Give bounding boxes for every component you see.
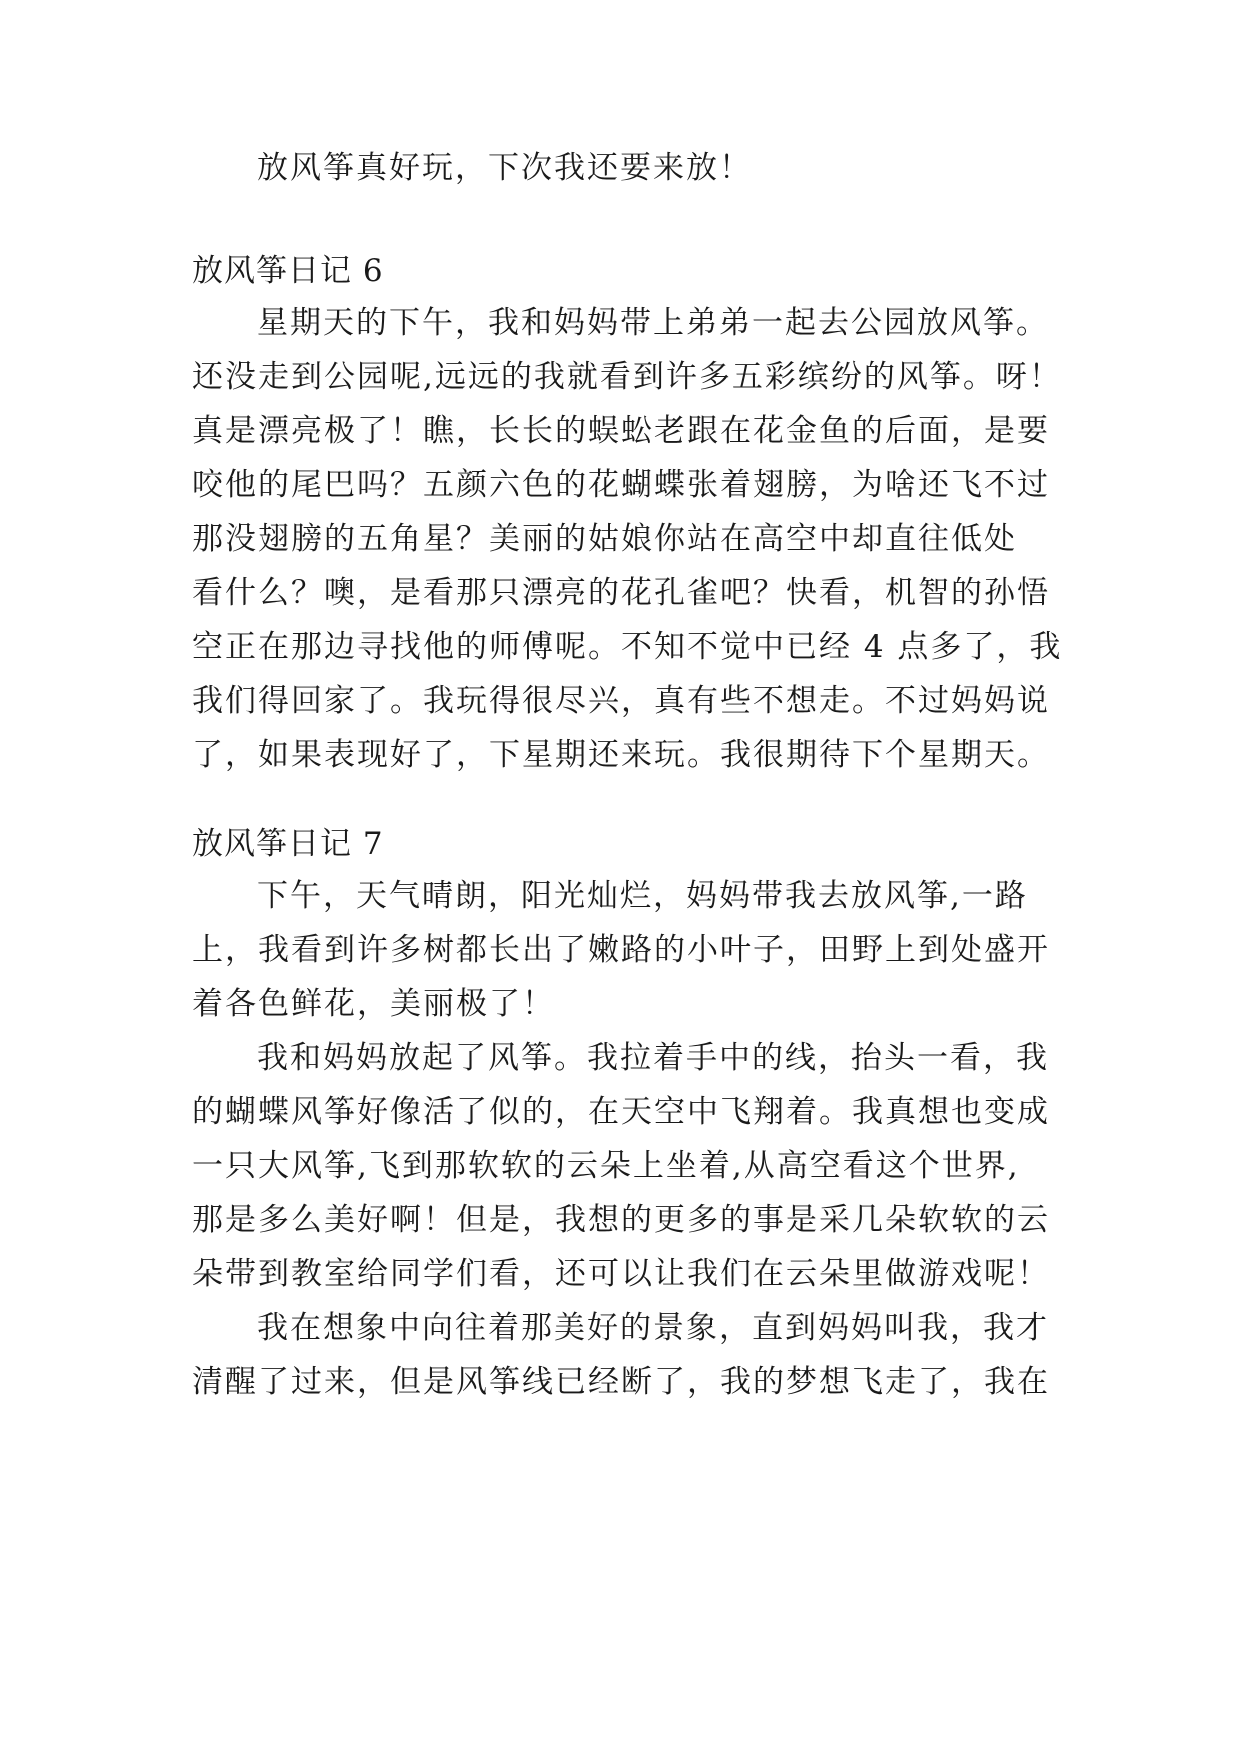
paragraph-line: 空正在那边寻找他的师傅呢。不知不觉中已经 4 点多了，我 (192, 629, 1063, 665)
paragraph-line: 还没走到公园呢,远远的我就看到许多五彩缤纷的风筝。呀！ (192, 359, 1062, 395)
paragraph-line: 了，如果表现好了，下星期还来玩。我很期待下个星期天。 (192, 737, 1050, 773)
document-page (192, 0, 1063, 1754)
paragraph-line: 我和妈妈放起了风筝。我拉着手中的线，抬头一看，我 (257, 1040, 1049, 1076)
paragraph-line: 一只大风筝,飞到那软软的云朵上坐着,从高空看这个世界, (192, 1148, 1020, 1184)
paragraph-line: 那是多么美好啊！但是，我想的更多的事是采几朵软软的云 (192, 1202, 1050, 1238)
paragraph-line: 咬他的尾巴吗？五颜六色的花蝴蝶张着翅膀，为啥还飞不过 (192, 467, 1050, 503)
paragraph-line: 朵带到教室给同学们看，还可以让我们在云朵里做游戏呢！ (192, 1256, 1050, 1292)
paragraph-line: 星期天的下午，我和妈妈带上弟弟一起去公园放风筝。 (257, 305, 1049, 341)
paragraph-line: 着各色鲜花，美丽极了！ (192, 986, 555, 1022)
paragraph-line: 我在想象中向往着那美好的景象，直到妈妈叫我，我才 (257, 1310, 1049, 1346)
paragraph-line: 我们得回家了。我玩得很尽兴，真有些不想走。不过妈妈说 (192, 683, 1050, 719)
paragraph-line: 上，我看到许多树都长出了嫩路的小叶子，田野上到处盛开 (192, 932, 1050, 968)
paragraph-line: 真是漂亮极了！瞧，长长的蜈蚣老跟在花金鱼的后面，是要 (192, 413, 1050, 449)
section-heading-6: 放风筝日记 6 (192, 253, 384, 289)
paragraph-line: 的蝴蝶风筝好像活了似的，在天空中飞翔着。我真想也变成 (192, 1094, 1050, 1130)
paragraph-line: 放风筝真好玩，下次我还要来放！ (257, 150, 752, 186)
section-heading-7: 放风筝日记 7 (192, 826, 384, 862)
paragraph-line: 看什么？噢，是看那只漂亮的花孔雀吧？快看，机智的孙悟 (192, 575, 1050, 611)
paragraph-line: 那没翅膀的五角星？美丽的姑娘你站在高空中却直往低处 (192, 521, 1017, 557)
paragraph-line: 清醒了过来，但是风筝线已经断了，我的梦想飞走了，我在 (192, 1364, 1050, 1400)
paragraph-line: 下午，天气晴朗，阳光灿烂，妈妈带我去放风筝,一路 (257, 878, 1028, 914)
